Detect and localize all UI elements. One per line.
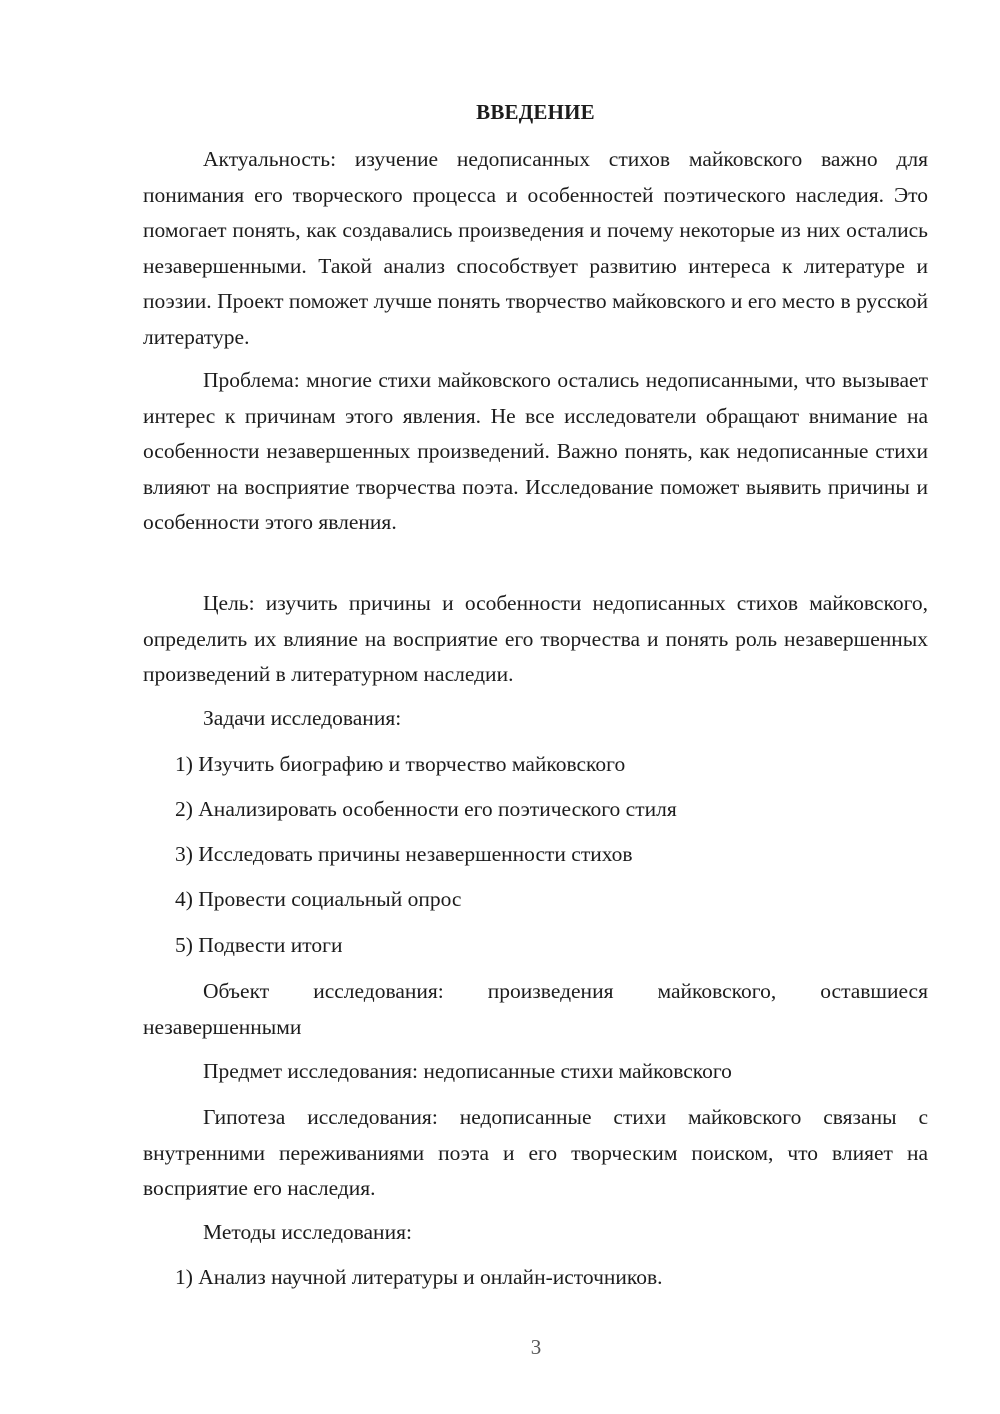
task-item: 1) Изучить биографию и творчество майковского <box>175 752 626 776</box>
task-item: 4) Провести социальный опрос <box>175 887 462 911</box>
object-paragraph: Объект исследования: произведения майковского, оставшиеся незавершенными <box>143 979 928 1039</box>
subject-paragraph: Предмет исследования: недописанные стихи майковского <box>203 1059 732 1083</box>
page-number: 3 <box>530 1335 542 1359</box>
task-item: 2) Анализировать особенности его поэтического стиля <box>175 797 677 821</box>
section-title: ВВЕДЕНИЕ <box>476 100 595 124</box>
problem-paragraph: Проблема: многие стихи майковского остались недописанными, что вызывает интерес к причинам этого явления. Не все исследователи обращают внимание на особенности незавершенных произведений. Важно понять, как недописанные стихи влияют на восприятие творчества поэта. Исследование поможет выявить причины и особенности этого явления. <box>143 368 928 534</box>
method-item: 1) Анализ научной литературы и онлайн-источников. <box>175 1265 663 1289</box>
goal-paragraph: Цель: изучить причины и особенности недописанных стихов майковского, определить их влияние на восприятие его творчества и понять роль незавершенных произведений в литературном наследии. <box>143 591 928 686</box>
task-item: 5) Подвести итоги <box>175 933 343 957</box>
methods-heading: Методы исследования: <box>203 1220 412 1244</box>
relevance-paragraph: Актуальность: изучение недописанных стихов майковского важно для понимания его творческого процесса и особенностей поэтического наследия. Это помогает понять, как создавались произведения и почему некоторые из них остались незавершенными. Такой анализ способствует развитию интереса к литературе и поэзии. Проект поможет лучше понять творчество майковского и его место в русской литературе. <box>143 147 928 349</box>
tasks-heading: Задачи исследования: <box>203 706 402 730</box>
hypothesis-paragraph: Гипотеза исследования: недописанные стихи майковского связаны с внутренними переживаниями поэта и его творческим поиском, что влияет на восприятие его наследия. <box>143 1105 928 1200</box>
task-item: 3) Исследовать причины незавершенности стихов <box>175 842 633 866</box>
